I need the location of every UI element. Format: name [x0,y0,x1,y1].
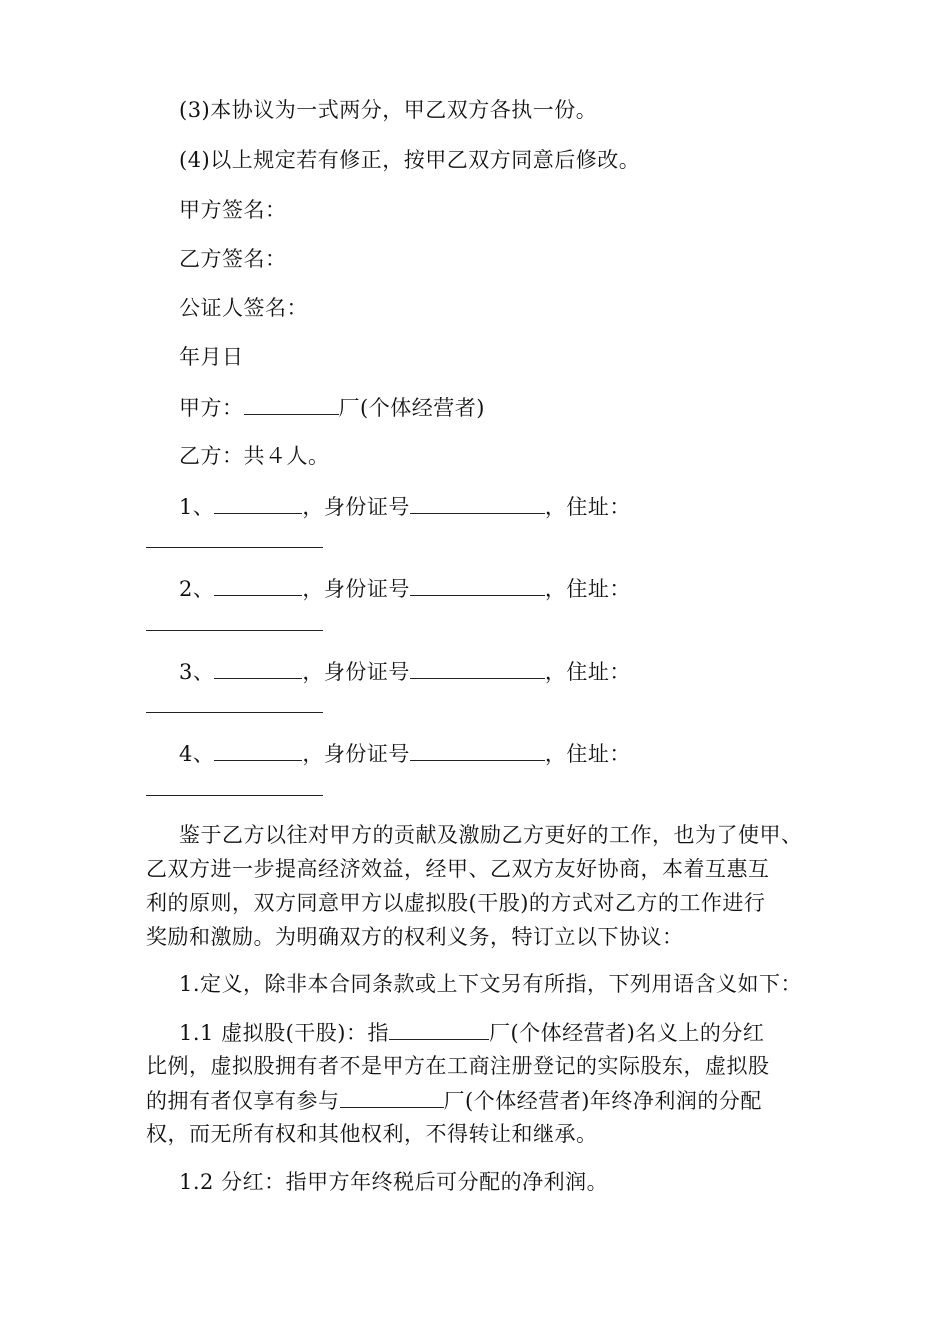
party-a-label: 甲方： [179,396,244,420]
person-line [179,573,631,604]
definition-1-2: 1.2 分红：指甲方年终税后可分配的净利润。 [179,1170,609,1194]
party-b-signature: 乙方签名： [179,247,287,271]
address-label: ，住址： [544,495,631,519]
id-label: ，身份证号 [302,742,410,766]
definition-1-1-l3-tail: 厂(个体经营者)年终净利润的分配 [443,1089,762,1113]
clause-3: (3)本协议为一式两分，甲乙双方各执一份。 [179,98,598,122]
definition-1-1 [179,1017,764,1048]
person-number: 4、 [179,742,215,766]
preamble-line: 乙双方进一步提高经济效益，经甲、乙双方友好协商，本着互惠互 [146,857,770,881]
person-line [179,491,631,522]
address-blank [146,795,323,796]
person-line [179,738,631,769]
name-blank [214,573,302,596]
definition-1-1-l3-lead: 的拥有者仅享有参与 [146,1089,340,1113]
person-number: 1、 [179,495,215,519]
address-label: ，住址： [544,660,631,684]
id-blank [410,573,545,596]
clause-4: (4)以上规定若有修正，按甲乙双方同意后修改。 [179,148,641,172]
name-blank [214,738,302,761]
address-blank [146,630,323,631]
name-blank [214,491,302,514]
definition-heading: 1.定义，除非本合同条款或上下文另有所指，下列用语含义如下： [179,972,803,996]
definition-1-1-line: 比例，虚拟股拥有者不是甲方在工商注册登记的实际股东，虚拟股 [146,1054,770,1078]
definition-1-1-tail: 厂(个体经营者)名义上的分红 [488,1021,765,1045]
factory-name-blank [389,1017,489,1040]
party-a-signature: 甲方签名： [179,198,287,222]
party-a-suffix: 厂(个体经营者) [338,396,485,420]
party-a-line [179,392,485,423]
id-label: ，身份证号 [302,495,410,519]
party-a-blank [244,392,339,415]
date-line: 年月日 [179,345,244,369]
preamble-line: 鉴于乙方以往对甲方的贡献及激励乙方更好的工作，也为了使甲、 [179,823,803,847]
id-label: ，身份证号 [302,660,410,684]
person-number: 2、 [179,577,215,601]
id-blank [410,738,545,761]
name-blank [214,656,302,679]
definition-1-1-line [146,1085,762,1116]
definition-1-1-line: 权，而无所有权和其他权利，不得转让和继承。 [146,1122,598,1146]
party-b-line: 乙方：共４人。 [179,444,330,468]
factory-name-blank [340,1085,444,1108]
address-label: ，住址： [544,742,631,766]
person-line [179,656,631,687]
preamble-line: 奖励和激励。为明确双方的权利义务，特订立以下协议： [146,925,684,949]
preamble-line: 利的原则，双方同意甲方以虚拟股(干股)的方式对乙方的工作进行 [146,891,766,915]
id-label: ，身份证号 [302,577,410,601]
definition-1-1-lead: 1.1 虚拟股(干股)：指 [179,1021,389,1045]
address-label: ，住址： [544,577,631,601]
id-blank [410,656,545,679]
notary-signature: 公证人签名： [179,296,308,320]
address-blank [146,712,323,713]
id-blank [410,491,545,514]
address-blank [146,547,323,548]
person-number: 3、 [179,660,215,684]
